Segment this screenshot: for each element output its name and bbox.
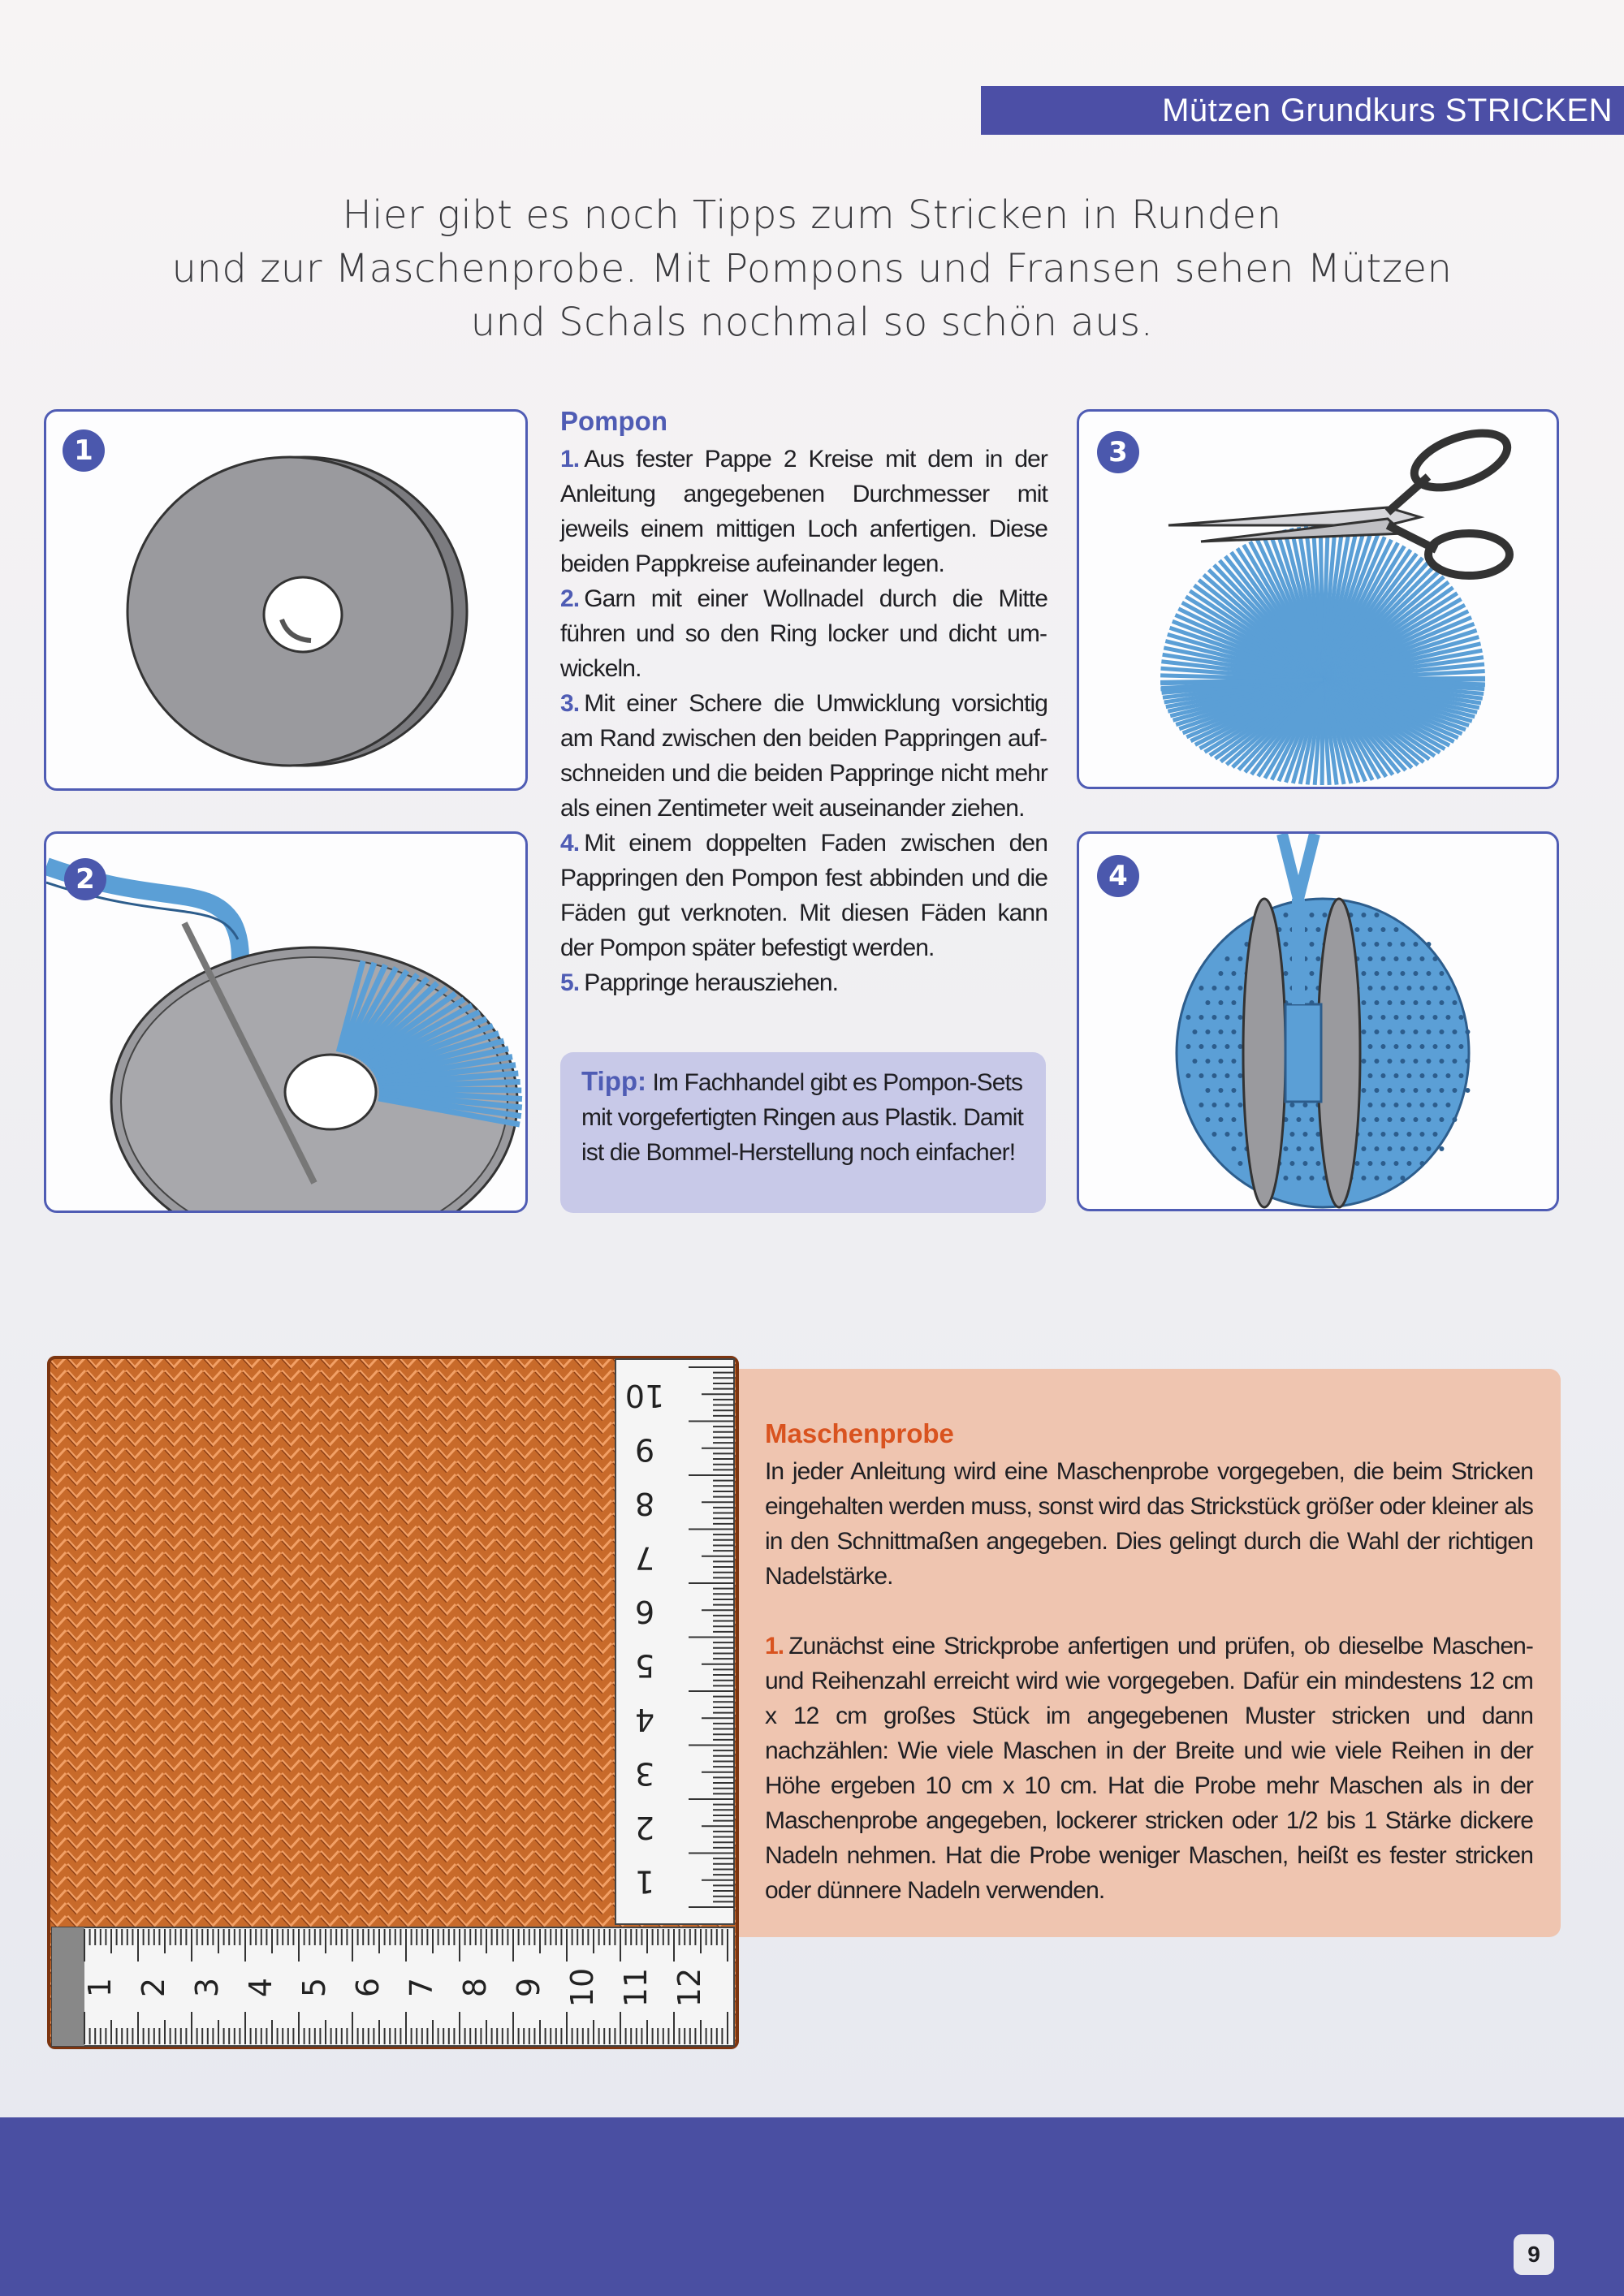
yarn-loop (1413, 1117, 1418, 1122)
yarn-loop (1361, 1088, 1366, 1093)
step-text: Aus fester Pappe 2 Kreise mit dem in der Anleitung angegebenen Durchmesser mit jeweils einem mittigen Loch anfertigen. Diese beiden Pappkreise aufeinander legen. (560, 446, 1047, 577)
step-number: 3. (560, 690, 580, 717)
yarn-loop (1380, 986, 1385, 990)
yarn-loop (1387, 942, 1392, 947)
yarn-loop (1296, 1117, 1301, 1122)
yarn-loop (1205, 1117, 1210, 1122)
ruler-label: 10 (624, 1378, 665, 1413)
yarn-loop (1406, 1073, 1411, 1078)
yarn-loop (1413, 942, 1418, 947)
yarn-loop (1199, 1103, 1203, 1107)
yarn-loop (1387, 1088, 1392, 1093)
yarn-loop (1205, 1029, 1210, 1034)
yarn-loop (1419, 1044, 1424, 1049)
pompon-step-1 (560, 442, 1047, 581)
ruler-label: 5 (296, 1977, 332, 1998)
yarn-loop (1212, 1015, 1216, 1020)
yarn-loop (1380, 956, 1385, 961)
pompon-step-3 (560, 686, 1047, 826)
yarn-loop (1199, 986, 1203, 990)
yarn-loop (1452, 1059, 1457, 1064)
ruler-label: 7 (404, 1977, 439, 1998)
ruler-label: 2 (136, 1977, 171, 1998)
yarn-loop (1374, 913, 1379, 917)
yarn-loop (1406, 1103, 1411, 1107)
yarn-loop (1218, 1029, 1223, 1034)
yarn-loop (1361, 913, 1366, 917)
yarn-loop (1354, 1161, 1359, 1166)
yarn-loop (1231, 1088, 1236, 1093)
yarn-loop (1406, 956, 1411, 961)
yarn-loop (1283, 1146, 1288, 1151)
yarn-loop (1380, 1073, 1385, 1078)
ruler-label: 10 (564, 1967, 600, 2008)
yarn-loop (1419, 1073, 1424, 1078)
knit-swatch-with-rulers (47, 1356, 739, 2049)
yarn-loop (1426, 1117, 1431, 1122)
yarn-loop (1380, 1132, 1385, 1137)
yarn-loop (1302, 1132, 1307, 1137)
intro-line: Hier gibt es noch Tipps zum Stricken in Runden (342, 192, 1282, 238)
winding-yarn-illustration (46, 834, 528, 1213)
yarn-loop (1289, 1103, 1294, 1107)
yarn-loop (1283, 1176, 1288, 1180)
ruler-label: 2 (634, 1810, 655, 1845)
yarn-loop (1406, 986, 1411, 990)
maschenprobe-step-1 (765, 1629, 1533, 1908)
yarn-loop (1439, 1117, 1444, 1122)
yarn-loop (1387, 971, 1392, 976)
yarn-loop (1296, 1176, 1301, 1180)
section-header (981, 86, 1624, 135)
yarn-loop (1426, 1146, 1431, 1151)
yarn-loop (1426, 1088, 1431, 1093)
yarn-loop (1374, 1000, 1379, 1005)
yarn-loop (1400, 1029, 1405, 1034)
ruler-label: 6 (350, 1977, 386, 1998)
yarn-loop (1224, 956, 1229, 961)
yarn-loop (1445, 1073, 1450, 1078)
yarn-loop (1374, 971, 1379, 976)
yarn-loop (1289, 1132, 1294, 1137)
ruler-label: 8 (634, 1486, 655, 1521)
yarn-loop (1413, 1146, 1418, 1151)
yarn-loop (1400, 1088, 1405, 1093)
yarn-loop (1432, 1103, 1437, 1107)
yarn-loop (1393, 956, 1398, 961)
yarn-loop (1283, 971, 1288, 976)
yarn-loop (1367, 1044, 1372, 1049)
yarn-loop (1387, 1117, 1392, 1122)
yarn-loop (1380, 927, 1385, 932)
yarn-loop (1374, 1146, 1379, 1151)
yarn-loop (1199, 1073, 1203, 1078)
ruler-label: 11 (618, 1967, 654, 2008)
yarn-loop (1393, 1103, 1398, 1107)
ruler-label: 8 (457, 1977, 493, 1998)
ruler-label: 7 (634, 1539, 655, 1576)
step-text: Pappringe herausziehen. (584, 969, 839, 996)
yarn-loop (1393, 1161, 1398, 1166)
cardboard-ring-illustration (46, 412, 528, 791)
yarn-loop (1387, 1029, 1392, 1034)
yarn-loop (1231, 1000, 1236, 1005)
maschenprobe-text (765, 1416, 1533, 1908)
yarn-loop (1400, 1059, 1405, 1064)
yarn-loop (1289, 1161, 1294, 1166)
yarn-loop (1452, 1029, 1457, 1034)
yarn-loop (1367, 1132, 1372, 1137)
yarn-loop (1432, 956, 1437, 961)
yarn-loop (1309, 1146, 1314, 1151)
yarn-loop (1199, 1044, 1203, 1049)
yarn-loop (1400, 942, 1405, 947)
yarn-loop (1445, 1044, 1450, 1049)
step-text: Zunächst eine Strickprobe anfertigen und prüfen, ob dieselbe Maschen- und Reihenzahl erreicht wird wie vorgegeben. Dafür ein mindestens 12 cm x 12 cm großes Stück im angegebenen Muster stricken und dann nachzählen: Wie viele Maschen in der Breite und wie viele Reihen in der Höhe ergeben 10 cm x 10 cm. Hat die Probe mehr Maschen als in der Maschenprobe angegeben, lockerer stricken oder 1/2 bis 1 Stärke dickere Nadeln nehmen. Hat die Probe weniger Maschen, heißt es fester stricken oder dünnere Nadeln verwenden. (765, 1633, 1533, 1904)
yarn-loop (1218, 971, 1223, 976)
step-number: 4. (560, 830, 580, 857)
illustration-panel-2 (44, 831, 528, 1213)
yarn-loop (1426, 971, 1431, 976)
yarn-loop (1393, 1015, 1398, 1020)
yarn-loop (1445, 986, 1450, 990)
yarn-loop (1367, 986, 1372, 990)
yarn-loop (1439, 971, 1444, 976)
intro-text (114, 188, 1510, 349)
ruler-label: 12 (672, 1967, 707, 2008)
yarn-loop (1231, 1146, 1236, 1151)
yarn-loop (1400, 1117, 1405, 1122)
step-badge-4: 4 (1097, 855, 1139, 897)
yarn-loop (1309, 971, 1314, 976)
yarn-loop (1406, 1015, 1411, 1020)
ruler-label: 4 (634, 1702, 655, 1737)
yarn-loop (1283, 942, 1288, 947)
yarn-loop (1205, 1088, 1210, 1093)
yarn-loop (1439, 1029, 1444, 1034)
step-text: Garn mit einer Wollnadel durch die Mitte führen und so den Ring locker und dicht umwickeln. (560, 585, 1047, 682)
yarn-loop (1426, 942, 1431, 947)
ruler-label: 4 (243, 1977, 279, 1998)
yarn-loop (1367, 1015, 1372, 1020)
yarn-loop (1400, 1000, 1405, 1005)
maschenprobe-title: Maschenprobe (765, 1418, 954, 1448)
yarn-loop (1218, 1088, 1223, 1093)
step-number: 1. (765, 1633, 784, 1659)
step-badge-3: 3 (1097, 431, 1139, 473)
tip-box (560, 1052, 1046, 1213)
yarn-loop (1432, 986, 1437, 990)
yarn-loop (1374, 942, 1379, 947)
yarn-loop (1439, 1059, 1444, 1064)
yarn-loop (1302, 1161, 1307, 1166)
pompon-step-2 (560, 581, 1047, 686)
yarn-loop (1361, 1176, 1366, 1180)
yarn-loop (1419, 986, 1424, 990)
yarn-loop (1374, 1059, 1379, 1064)
yarn-loop (1231, 1029, 1236, 1034)
yarn-loop (1400, 1176, 1405, 1180)
yarn-loop (1445, 1015, 1450, 1020)
ruler-label: 9 (634, 1431, 655, 1468)
tip-text: Im Fachhandel gibt es Pompon-Sets mit vorgefertigten Ringen aus Plastik. Damit ist die Bommel-Herstellung noch einfacher! (581, 1069, 1023, 1166)
yarn-loop (1367, 927, 1372, 932)
yarn-loop (1237, 1103, 1242, 1107)
yarn-loop (1361, 1029, 1366, 1034)
yarn-loop (1387, 1176, 1392, 1180)
ruler-label: 9 (511, 1977, 546, 1998)
yarn-loop (1186, 1015, 1190, 1020)
yarn-loop (1439, 1146, 1444, 1151)
illustration-panel-3 (1077, 409, 1559, 789)
yarn-loop (1231, 1117, 1236, 1122)
ruler-label: 3 (634, 1755, 655, 1792)
yarn-loop (1374, 1117, 1379, 1122)
yarn-loop (1296, 1146, 1301, 1151)
yarn-loop (1218, 1000, 1223, 1005)
yarn-loop (1237, 986, 1242, 990)
yarn-loop (1380, 1103, 1385, 1107)
yarn-loop (1212, 986, 1216, 990)
yarn-loop (1367, 1073, 1372, 1078)
yarn-loop (1186, 1073, 1190, 1078)
tied-pompon-illustration (1079, 834, 1559, 1211)
yarn-loop (1212, 1044, 1216, 1049)
yarn-loop (1283, 913, 1288, 917)
footer-band (0, 2117, 1624, 2296)
yarn-loop (1309, 1117, 1314, 1122)
maschenprobe-intro: In jeder Anleitung wird eine Maschenprobe vorgegeben, die beim Stricken eingehalten werden muss, sonst wird das Strickstück größer oder kleiner als in den Schnittmaßen angegeben. Dies gelingt durch die Wahl der richtigen Nadelstärke. (765, 1458, 1533, 1590)
yarn-loop (1315, 1161, 1320, 1166)
yarn-loop (1426, 1029, 1431, 1034)
yarn-loop (1413, 1059, 1418, 1064)
yarn-loop (1406, 1044, 1411, 1049)
yarn-loop (1380, 1161, 1385, 1166)
yarn-loop (1393, 1044, 1398, 1049)
yarn-loop (1452, 1117, 1457, 1122)
step-text: Mit einer Schere die Umwicklung vorsichtig am Rand zwischen den beiden Pappringen aufschneiden und die beiden Pappringe nicht mehr als einen Zentimeter weit auseinander ziehen. (560, 690, 1047, 822)
yarn-loop (1224, 1073, 1229, 1078)
yarn-loop (1419, 1132, 1424, 1137)
yarn-loop (1406, 1161, 1411, 1166)
yarn-loop (1465, 1059, 1470, 1064)
yarn-loop (1309, 942, 1314, 947)
yarn-loop (1199, 1015, 1203, 1020)
yarn-loop (1458, 1044, 1463, 1049)
yarn-loop (1406, 1132, 1411, 1137)
yarn-loop (1237, 1161, 1242, 1166)
page-number: 9 (1514, 2234, 1554, 2275)
intro-line: und zur Maschenprobe. Mit Pompons und Fransen sehen Mützen (171, 246, 1453, 291)
yarn-loop (1237, 1015, 1242, 1020)
yarn-loop (1237, 1073, 1242, 1078)
tip-label: Tipp: (581, 1066, 647, 1096)
yarn-loop (1374, 1176, 1379, 1180)
pompon-step-4 (560, 826, 1047, 965)
step-number: 2. (560, 585, 580, 612)
scissors-cutting-illustration (1079, 412, 1559, 789)
yarn-loop (1224, 1103, 1229, 1107)
yarn-loop (1192, 1059, 1197, 1064)
yarn-loop (1400, 1146, 1405, 1151)
yarn-loop (1374, 1029, 1379, 1034)
yarn-loop (1367, 1161, 1372, 1166)
ruler-label: 1 (82, 1977, 118, 1998)
yarn-loop (1224, 1015, 1229, 1020)
yarn-loop (1361, 942, 1366, 947)
yarn-loop (1439, 1088, 1444, 1093)
yarn-loop (1432, 1132, 1437, 1137)
yarn-loop (1212, 1103, 1216, 1107)
yarn-loop (1361, 971, 1366, 976)
illustration-panel-4 (1077, 831, 1559, 1211)
ruler-label: 1 (634, 1863, 655, 1900)
yarn-loop (1432, 1044, 1437, 1049)
yarn-loop (1361, 1146, 1366, 1151)
yarn-loop (1237, 1132, 1242, 1137)
yarn-loop (1367, 1103, 1372, 1107)
yarn-loop (1361, 1117, 1366, 1122)
yarn-loop (1224, 986, 1229, 990)
yarn-loop (1237, 956, 1242, 961)
yarn-loop (1393, 927, 1398, 932)
yarn-loop (1361, 1000, 1366, 1005)
yarn-loop (1205, 1000, 1210, 1005)
yarn-loop (1354, 927, 1359, 932)
yarn-loop (1192, 1029, 1197, 1034)
yarn-loop (1315, 927, 1320, 932)
yarn-loop (1361, 1059, 1366, 1064)
yarn-loop (1212, 1073, 1216, 1078)
yarn-loop (1309, 913, 1314, 917)
pompon-instructions (560, 406, 1047, 1000)
pompon-title: Pompon (560, 406, 667, 436)
yarn-loop (1205, 1059, 1210, 1064)
yarn-loop (1432, 1015, 1437, 1020)
yarn-loop (1458, 1015, 1463, 1020)
yarn-loop (1452, 1088, 1457, 1093)
yarn-loop (1218, 1059, 1223, 1064)
yarn-loop (1393, 1132, 1398, 1137)
yarn-loop (1212, 1132, 1216, 1137)
yarn-loop (1426, 1000, 1431, 1005)
yarn-loop (1387, 1146, 1392, 1151)
yarn-loop (1426, 1059, 1431, 1064)
yarn-loop (1439, 1000, 1444, 1005)
yarn-loop (1224, 1044, 1229, 1049)
yarn-loop (1413, 1000, 1418, 1005)
yarn-loop (1445, 1103, 1450, 1107)
yarn-loop (1374, 1088, 1379, 1093)
yarn-loop (1387, 1000, 1392, 1005)
pompon-step-5 (560, 965, 1047, 1000)
yarn-loop (1400, 971, 1405, 976)
step-badge-1: 1 (63, 429, 105, 472)
yarn-loop (1231, 971, 1236, 976)
yarn-loop (1413, 1088, 1418, 1093)
ruler-label: 6 (634, 1594, 655, 1629)
step-number: 5. (560, 969, 580, 996)
ruler-label: 5 (634, 1647, 655, 1684)
section-header-title: Mützen Grundkurs STRICKEN (1162, 93, 1613, 128)
yarn-loop (1393, 1073, 1398, 1078)
yarn-loop (1322, 913, 1327, 917)
yarn-loop (1413, 971, 1418, 976)
yarn-loop (1465, 1029, 1470, 1034)
yarn-loop (1419, 1015, 1424, 1020)
yarn-loop (1218, 1117, 1223, 1122)
yarn-loop (1380, 1015, 1385, 1020)
step-text: Mit einem doppelten Faden zwischen den Pappringen den Pompon fest abbinden und die Fäden gut verknoten. Mit diesen Fäden kann der Pompon später befestigt werden. (560, 830, 1047, 961)
yarn-loop (1458, 1073, 1463, 1078)
yarn-loop (1302, 1103, 1307, 1107)
yarn-loop (1380, 1044, 1385, 1049)
yarn-loop (1393, 986, 1398, 990)
yarn-loop (1413, 1029, 1418, 1034)
ruler-label: 3 (189, 1977, 225, 1998)
step-badge-2: 2 (64, 858, 106, 900)
yarn-loop (1231, 1059, 1236, 1064)
yarn-loop (1309, 1176, 1314, 1180)
illustration-panel-1 (44, 409, 528, 791)
yarn-loop (1465, 1088, 1470, 1093)
yarn-loop (1367, 956, 1372, 961)
yarn-loop (1419, 1103, 1424, 1107)
yarn-loop (1432, 1073, 1437, 1078)
step-number: 1. (560, 446, 580, 473)
yarn-loop (1452, 1000, 1457, 1005)
yarn-loop (1387, 1059, 1392, 1064)
yarn-loop (1419, 1161, 1424, 1166)
yarn-loop (1315, 956, 1320, 961)
intro-line: und Schals nochmal so schön aus. (470, 300, 1154, 345)
yarn-loop (1224, 1132, 1229, 1137)
yarn-loop (1186, 1044, 1190, 1049)
yarn-loop (1419, 956, 1424, 961)
